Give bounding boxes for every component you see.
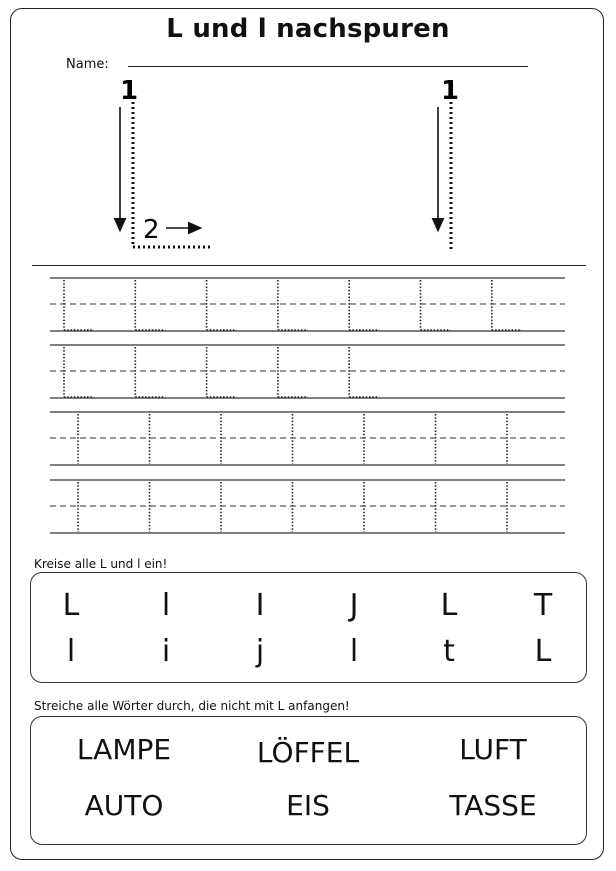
exercise1-instruction: Kreise alle L und l ein!	[34, 557, 168, 571]
circle-letter[interactable]: L	[534, 634, 552, 669]
word-item[interactable]: LÖFFEL	[256, 736, 360, 769]
circle-letter[interactable]: l	[349, 634, 359, 669]
circle-letter[interactable]: J	[349, 588, 359, 623]
upper-step-1-number: 1	[120, 76, 139, 106]
word-item[interactable]: AUTO	[84, 789, 164, 822]
word-item[interactable]: TASSE	[449, 789, 537, 822]
circle-letter[interactable]: l	[66, 634, 76, 669]
word-item[interactable]: LAMPE	[76, 733, 172, 766]
exercise2-instruction: Streiche alle Wörter durch, die nicht mit L anfangen!	[34, 699, 350, 713]
circle-letter[interactable]: t	[443, 634, 455, 669]
upper-step-2-number: 2	[143, 215, 160, 245]
circle-letter[interactable]: I	[255, 588, 265, 623]
circle-letter[interactable]: L	[62, 588, 80, 623]
exercise1-box	[30, 572, 587, 683]
lower-step-1-number: 1	[441, 76, 460, 106]
word-item[interactable]: EIS	[286, 789, 330, 822]
circle-letter[interactable]: i	[161, 634, 171, 669]
circle-letter[interactable]: L	[440, 588, 458, 623]
page-title: L und l nachspuren	[166, 14, 450, 44]
name-label: Name:	[66, 57, 109, 72]
circle-letter[interactable]: T	[533, 588, 553, 623]
circle-letter[interactable]: j	[255, 634, 265, 669]
circle-letter[interactable]: l	[161, 588, 171, 623]
word-item[interactable]: LUFT	[459, 733, 527, 766]
